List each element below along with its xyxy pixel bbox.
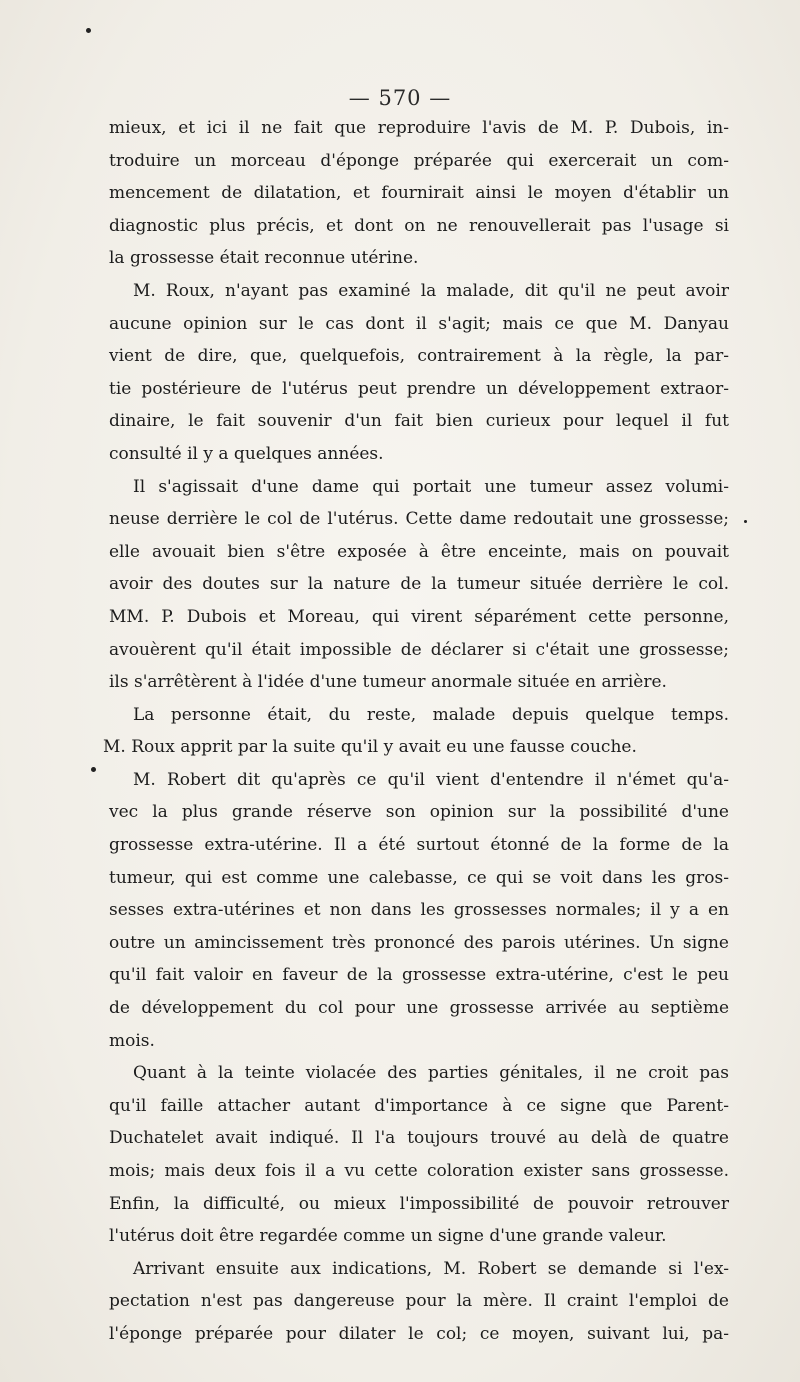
print-speck — [91, 767, 96, 772]
text-line: Il s'agissait d'une dame qui portait une tumeur assez volumi- — [133, 476, 729, 497]
text-line: avoir des doutes sur la nature de la tumeur située derrière le col. — [109, 574, 729, 595]
text-line: tie postérieure de l'utérus peut prendre un développement extraor- — [109, 378, 729, 399]
text-line: de développement du col pour une grossesse arrivée au septième — [109, 998, 729, 1019]
print-speck — [744, 520, 747, 523]
text-line: outre un amincissement très prononcé des parois utérines. Un signe — [109, 932, 729, 953]
text-line: pectation n'est pas dangereuse pour la mère. Il craint l'emploi de — [109, 1291, 729, 1312]
text-line: consulté il y a quelques années. — [109, 443, 384, 464]
text-line: Quant à la teinte violacée des parties génitales, il ne croit pas — [133, 1063, 729, 1084]
text-line: l'utérus doit être regardée comme un signe d'une grande valeur. — [109, 1226, 667, 1247]
text-line: M. Roux apprit par la suite qu'il y avait eu une fausse couche. — [103, 737, 637, 758]
text-line: la grossesse était reconnue utérine. — [109, 248, 419, 269]
text-line: troduire un morceau d'éponge préparée qui exercerait un com- — [109, 150, 729, 171]
text-line: mieux, et ici il ne fait que reproduire l'avis de M. P. Dubois, in- — [109, 118, 729, 138]
text-line: neuse derrière le col de l'utérus. Cette dame redoutait une grossesse; — [109, 509, 729, 530]
text-line: elle avouait bien s'être exposée à être enceinte, mais on pouvait — [109, 541, 729, 562]
text-line: ils s'arrêtèrent à l'idée d'une tumeur anormale située en arrière. — [109, 672, 667, 693]
text-line: M. Robert dit qu'après ce qu'il vient d'entendre il n'émet qu'a- — [133, 769, 729, 790]
text-line: mois; mais deux fois il a vu cette coloration exister sans grossesse. — [109, 1161, 729, 1181]
text-line: avouèrent qu'il était impossible de déclarer si c'était une grossesse; — [109, 639, 729, 660]
page-number: — 570 — — [348, 86, 452, 110]
text-line: M. Roux, n'ayant pas examiné la malade, dit qu'il ne peut avoir — [133, 280, 729, 301]
print-speck — [86, 28, 91, 33]
text-line: grossesse extra-utérine. Il a été surtout étonné de la forme de la — [109, 835, 729, 856]
text-line: qu'il fait valoir en faveur de la grossesse extra-utérine, c'est le peu — [109, 965, 729, 986]
text-line: Arrivant ensuite aux indications, M. Robert se demande si l'ex- — [133, 1258, 729, 1279]
body-text — [103, 112, 729, 1351]
text-line: sesses extra-utérines et non dans les grossesses normales; il y a en — [109, 900, 729, 921]
text-line: MM. P. Dubois et Moreau, qui virent séparément cette personne, — [109, 606, 729, 627]
text-line: aucune opinion sur le cas dont il s'agit; mais ce que M. Danyau — [109, 313, 729, 334]
text-line: dinaire, le fait souvenir d'un fait bien curieux pour lequel il fut — [109, 411, 729, 432]
text-line: vient de dire, que, quelquefois, contrairement à la règle, la par- — [109, 346, 729, 367]
text-line: La personne était, du reste, malade depuis quelque temps. — [133, 704, 729, 725]
text-line: l'éponge préparée pour dilater le col; ce moyen, suivant lui, pa- — [109, 1323, 729, 1344]
text-line: Duchatelet avait indiqué. Il l'a toujours trouvé au delà de quatre — [109, 1128, 729, 1149]
text-line: mois. — [109, 1030, 155, 1051]
text-line: tumeur, qui est comme une calebasse, ce qui se voit dans les gros- — [109, 867, 729, 888]
text-line: diagnostic plus précis, et dont on ne renouvellerait pas l'usage si — [109, 215, 729, 236]
text-line: vec la plus grande réserve son opinion sur la possibilité d'une — [109, 802, 729, 823]
text-line: mencement de dilatation, et fournirait ainsi le moyen d'établir un — [109, 183, 729, 204]
text-line: Enfin, la difficulté, ou mieux l'impossibilité de pouvoir retrouver — [109, 1193, 729, 1214]
text-line: qu'il faille attacher autant d'importance à ce signe que Parent- — [109, 1095, 729, 1116]
